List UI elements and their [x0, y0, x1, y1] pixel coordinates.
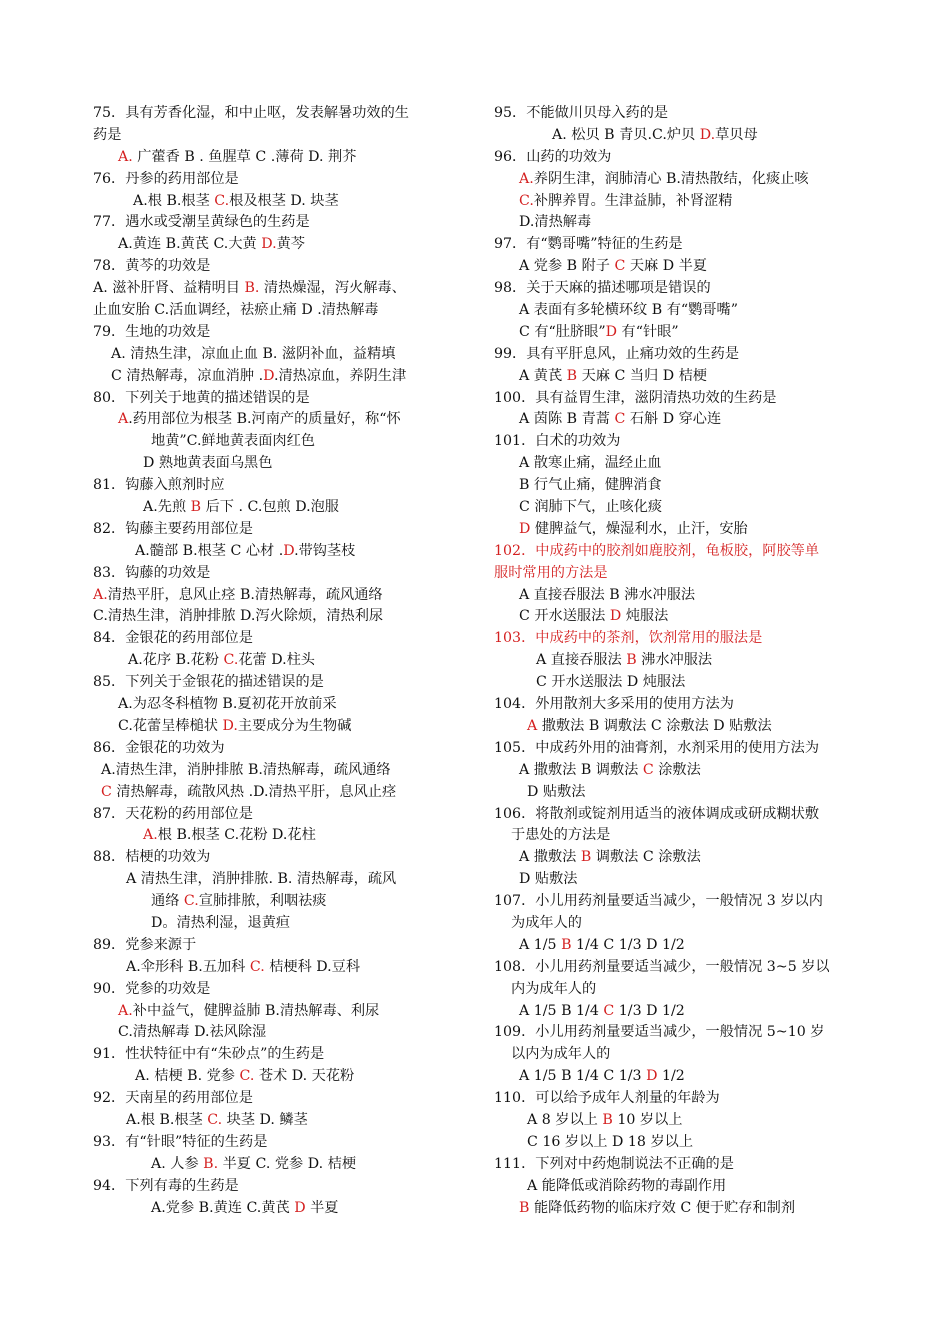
line-text: 服时常用的方法是 [494, 564, 608, 581]
question-line [93, 1088, 465, 1110]
line-text: 主要成分为生物碱 [237, 717, 352, 734]
question-line [93, 541, 465, 563]
line-text: 养阴生津，润肺清心 B.清热散结，化痰止咳 [533, 170, 809, 187]
answer-mark: C. [223, 652, 239, 669]
answer-mark: A. [118, 148, 133, 165]
question-line [494, 541, 866, 563]
question-line [93, 409, 465, 431]
question-line [494, 628, 866, 650]
line-text: 黄芩 [276, 236, 305, 253]
line-text: D 贴敷法 [527, 783, 586, 800]
line-text: 通络 [151, 893, 184, 910]
line-text: A 党参 B 附子 [519, 258, 615, 275]
question-line [494, 191, 866, 213]
answer-mark: C. [249, 958, 265, 975]
line-text: A.根 B.根茎 [133, 192, 215, 209]
answer-mark: B [602, 1111, 613, 1128]
question-line [93, 1110, 465, 1132]
line-text: 87．天花粉的药用部位是 [93, 805, 253, 822]
question-line [93, 825, 465, 847]
line-text: A. 人参 [151, 1155, 204, 1172]
line-text: A 1/5 B 1/4 [519, 1002, 604, 1019]
question-line [494, 453, 866, 475]
line-text: 96．山药的功效为 [494, 148, 612, 165]
question-line [93, 979, 465, 1001]
line-text: 89．党参来源于 [93, 936, 197, 953]
question-line [494, 804, 866, 826]
line-text: 77．遇水或受潮呈黄绿色的生药是 [93, 214, 310, 231]
question-line [494, 125, 866, 147]
answer-mark: B [561, 936, 572, 953]
answer-mark: D. [699, 126, 716, 143]
question-line [93, 256, 465, 278]
line-text: 广藿香 B . 鱼腥草 C .薄荷 D. 荆芥 [132, 148, 357, 165]
line-text: 101．白术的功效为 [494, 433, 621, 450]
question-line [93, 563, 465, 585]
line-text: A 黄芪 [519, 367, 567, 384]
line-text: 后下 . C.包煎 D.泡服 [201, 499, 339, 516]
question-line [494, 212, 866, 234]
answer-mark: A [118, 411, 129, 428]
answer-mark: B. [244, 280, 260, 297]
line-text: 80．下列关于地黄的描述错误的是 [93, 389, 310, 406]
question-line [93, 191, 465, 213]
question-line [494, 519, 866, 541]
line-text: 止血安胎 C.活血调经，祛瘀止痛 D .清热解毒 [93, 302, 379, 319]
line-text: 以内为成年人的 [511, 1046, 611, 1063]
line-text: 根 B.根茎 C.花粉 D.花柱 [157, 827, 316, 844]
answer-mark: D [294, 1199, 306, 1216]
question-line [93, 585, 465, 607]
line-text: 根及根茎 D. 块茎 [229, 192, 339, 209]
question-line [93, 1132, 465, 1154]
question-line [494, 716, 866, 738]
line-text: 90．党参的功效是 [93, 980, 211, 997]
line-text: A 茵陈 B 青蒿 [519, 411, 615, 428]
question-line [494, 322, 866, 344]
question-line [93, 782, 465, 804]
answer-mark: C [101, 783, 112, 800]
question-line [494, 694, 866, 716]
line-text: A.先煎 [143, 499, 191, 516]
line-text: 1/3 D 1/2 [614, 1002, 685, 1019]
question-line [93, 300, 465, 322]
line-text: 103．中成药中的茶剂，饮剂常用的服法是 [494, 630, 763, 647]
question-line [93, 716, 465, 738]
answer-mark: D [646, 1068, 658, 1085]
answer-mark: D [283, 542, 295, 559]
question-line [93, 344, 465, 366]
question-line [93, 804, 465, 826]
line-text: .药用部位为根茎 B.河南产的质量好，称“怀 [128, 411, 401, 428]
line-text: 桔梗科 D.豆科 [264, 958, 361, 975]
line-text: A 清热生津，消肿排脓. B. 清热解毒，疏风 [126, 871, 397, 888]
line-text: 110．可以给予成年人剂量的年龄为 [494, 1090, 720, 1107]
answer-mark: C. [519, 192, 534, 209]
line-text: 调敷法 C 涂敷法 [591, 849, 701, 866]
line-text: 撒敷法 B 调敷法 C 涂敷法 D 贴敷法 [537, 717, 772, 734]
line-text: A 撒敷法 B 调敷法 [519, 761, 643, 778]
line-text: 块茎 D. 鳞茎 [222, 1111, 308, 1128]
question-line [494, 672, 866, 694]
answer-mark: C [603, 1002, 615, 1019]
question-line [494, 913, 866, 935]
line-text: 炖服法 [621, 608, 669, 625]
line-text: A. 松贝 B 青贝.C.炉贝 [552, 126, 700, 143]
answer-mark: C. [214, 192, 230, 209]
line-text: 宣肺排脓，利咽祛痰 [198, 893, 327, 910]
question-line [93, 519, 465, 541]
line-text: 104．外用散剂大多采用的使用方法为 [494, 696, 734, 713]
question-line [494, 169, 866, 191]
line-text: 清热解毒，疏散风热 .D.清热平肝，息风止痉 [111, 783, 397, 800]
line-text: 药是 [93, 126, 122, 143]
line-text: A. 桔梗 B. 党参 [135, 1068, 240, 1085]
line-text: C.清热解毒 D.祛风除湿 [118, 1024, 267, 1041]
line-text: 石斛 D 穿心连 [625, 411, 722, 428]
line-text: 能降低药物的临床疗效 C 便于贮存和制剂 [529, 1199, 796, 1216]
line-text: 涂敷法 [653, 761, 701, 778]
question-line [93, 103, 465, 125]
left-column [93, 103, 465, 1219]
line-text: C 16 岁以上 D 18 岁以上 [527, 1133, 694, 1150]
line-text: 111．下列对中药炮制说法不正确的是 [494, 1155, 734, 1172]
line-text: 93．有“针眼”特征的生药是 [93, 1133, 268, 1150]
line-text: A.清热生津，消肿排脓 B.清热解毒，疏风通络 [101, 761, 391, 778]
line-text: 75．具有芳香化湿，和中止呕，发表解暑功效的生 [93, 105, 409, 121]
line-text: 106．将散剂或锭剂用适当的液体调成或研成糊状敷 [494, 805, 820, 822]
line-text: .清热凉血，养阴生津 [273, 367, 407, 384]
answer-mark: D [263, 367, 274, 384]
question-line [93, 431, 465, 453]
line-text: A 1/5 B 1/4 C 1/3 [519, 1068, 647, 1085]
line-text: A 撒敷法 [519, 849, 581, 866]
answer-mark: B [580, 849, 592, 866]
answer-mark: C [614, 258, 626, 275]
line-text: D 贴敷法 [519, 871, 578, 888]
line-text: 109．小儿用药剂量要适当减少，一般情况 5~10 岁 [494, 1024, 825, 1041]
line-text: C 润肺下气，止咳化痰 [519, 499, 663, 516]
line-text: 94．下列有毒的生药是 [93, 1177, 239, 1194]
line-text: 1/2 [657, 1068, 685, 1085]
line-text: 半夏 [305, 1199, 339, 1216]
question-line [93, 1198, 465, 1220]
question-line [494, 1154, 866, 1176]
question-line [93, 672, 465, 694]
line-text: C 开水送服法 [519, 608, 610, 625]
line-text: D.清热解毒 [519, 214, 592, 231]
answer-mark: A. [519, 170, 534, 187]
answer-mark: D [605, 323, 617, 340]
question-line [494, 1198, 866, 1220]
line-text: 苍术 D. 天花粉 [254, 1068, 355, 1085]
answer-mark: D [519, 520, 531, 537]
answer-mark: B [626, 652, 637, 669]
line-text: 清热平肝，息风止痉 B.清热解毒，疏风通络 [107, 586, 383, 603]
question-line [494, 738, 866, 760]
line-text: C 有“肚脐眼” [519, 323, 606, 340]
line-text: A 8 岁以上 [527, 1111, 603, 1128]
question-line [93, 388, 465, 410]
line-text: A. 滋补肝肾、益精明目 [93, 280, 245, 297]
question-line [93, 1176, 465, 1198]
answer-mark: B. [203, 1155, 219, 1172]
line-text: 草贝母 [715, 126, 758, 143]
question-line [93, 212, 465, 234]
question-line [93, 935, 465, 957]
question-line [494, 344, 866, 366]
question-line [93, 1154, 465, 1176]
question-line [494, 103, 866, 125]
line-text: A.髓部 B.根茎 C 心材 . [135, 542, 284, 559]
question-line [494, 957, 866, 979]
question-line [494, 782, 866, 804]
question-line [494, 891, 866, 913]
line-text: A 表面有多轮横环纹 B 有“鹦哥嘴” [519, 302, 738, 319]
question-line [494, 300, 866, 322]
answer-mark: D [609, 608, 622, 625]
answer-mark: C. [183, 893, 199, 910]
line-text: 地黄”C.鲜地黄表面肉红色 [151, 433, 315, 450]
line-text: A.伞形科 B.五加科 [126, 958, 250, 975]
question-line [93, 234, 465, 256]
line-text: 补中益气，健脾益肺 B.清热解毒、利尿 [132, 1002, 380, 1019]
answer-mark: A [527, 717, 538, 734]
question-line [93, 1044, 465, 1066]
question-line [494, 606, 866, 628]
answer-mark: A. [93, 586, 108, 603]
line-text: 天麻 D 半夏 [625, 258, 707, 275]
question-line [93, 1001, 465, 1023]
question-line [93, 694, 465, 716]
question-line [494, 475, 866, 497]
line-text: 79．生地的功效是 [93, 323, 211, 340]
question-line [494, 935, 866, 957]
question-line [93, 913, 465, 935]
answer-mark: A. [143, 827, 158, 844]
line-text: A.黄连 B.黄芪 C.大黄 [118, 236, 262, 253]
line-text: 99．具有平肝息风，止痛功效的生药是 [494, 345, 740, 362]
line-text: 沸水冲服法 [636, 652, 713, 669]
line-text: 78．黄芩的功效是 [93, 258, 211, 275]
question-line [93, 606, 465, 628]
line-text: 有“针眼” [617, 323, 679, 340]
question-line [494, 1001, 866, 1023]
line-text: A.根 B.根茎 [126, 1111, 208, 1128]
answer-mark: B [190, 499, 202, 516]
line-text: D 熟地黄表面乌黑色 [143, 455, 273, 472]
line-text: D。清热利湿，退黄疸 [151, 914, 291, 931]
question-line [93, 957, 465, 979]
question-line [494, 760, 866, 782]
answer-mark: D. [261, 236, 277, 253]
line-text: 82．钩藤主要药用部位是 [93, 520, 253, 537]
question-line [93, 169, 465, 191]
question-line [494, 979, 866, 1001]
line-text: A.花序 B.花粉 [128, 652, 224, 669]
question-line [494, 256, 866, 278]
question-line [494, 1066, 866, 1088]
line-text: 花蕾 D.柱头 [238, 652, 315, 669]
question-line [93, 1022, 465, 1044]
line-text: 86．金银花的功效为 [93, 739, 225, 756]
line-text: 92．天南星的药用部位是 [93, 1090, 253, 1107]
line-text: 91．性状特征中有“朱砂点”的生药是 [93, 1046, 325, 1063]
question-line [93, 278, 465, 300]
question-line [494, 585, 866, 607]
question-line [494, 1088, 866, 1110]
question-line [93, 738, 465, 760]
answer-mark: A. [118, 1002, 133, 1019]
line-text: 76．丹参的药用部位是 [93, 170, 239, 187]
line-text: 85．下列关于金银花的描述错误的是 [93, 674, 324, 691]
question-line [494, 1044, 866, 1066]
question-line [93, 1066, 465, 1088]
line-text: .带钩茎枝 [294, 542, 356, 559]
line-text: 为成年人的 [511, 914, 582, 931]
question-line [93, 366, 465, 388]
line-text: 83．钩藤的功效是 [93, 564, 211, 581]
line-text: A 能降低或消除药物的毒副作用 [527, 1177, 727, 1194]
answer-mark: C [614, 411, 626, 428]
line-text: A.党参 B.黄连 C.黄芪 [151, 1199, 295, 1216]
question-line [494, 563, 866, 585]
line-text: 100．具有益胃生津，滋阴清热功效的生药是 [494, 389, 777, 406]
answer-mark: C. [207, 1111, 223, 1128]
line-text: C 开水送服法 D 炖服法 [536, 674, 686, 691]
answer-mark: B [566, 367, 578, 384]
line-text: 81．钩藤入煎剂时应 [93, 477, 225, 494]
question-line [93, 497, 465, 519]
question-line [494, 147, 866, 169]
question-line [93, 147, 465, 169]
line-text: 内为成年人的 [511, 980, 597, 997]
question-line [494, 650, 866, 672]
answer-mark: C [642, 761, 654, 778]
question-line [93, 125, 465, 147]
line-text: 102．中成药中的胶剂如鹿胶剂，龟板胶，阿胶等单 [494, 542, 820, 559]
line-text: A 1/5 [519, 936, 562, 953]
line-text: 88．桔梗的功效为 [93, 849, 211, 866]
answer-mark: C. [239, 1068, 255, 1085]
question-line [93, 891, 465, 913]
line-text: 97．有“鹦哥嘴”特征的生药是 [494, 236, 683, 253]
question-line [494, 431, 866, 453]
question-line [494, 847, 866, 869]
line-text: 108．小儿用药剂量要适当减少，一般情况 3~5 岁以 [494, 958, 830, 975]
line-text: 于患处的方法是 [511, 827, 611, 844]
line-text: A 直接吞服法 B 沸水冲服法 [519, 586, 696, 603]
line-text: A. 清热生津，凉血止血 B. 滋阴补血，益精填 [111, 345, 396, 362]
question-line [93, 847, 465, 869]
line-text: A 散寒止痛，温经止血 [519, 455, 662, 472]
line-text: 10 岁以上 [612, 1111, 683, 1128]
line-text: 清热燥湿，泻火解毒、 [259, 280, 406, 297]
line-text: C.清热生津，消肿排脓 D.泻火除烦，清热利尿 [93, 608, 384, 625]
question-line [494, 497, 866, 519]
line-text: 95．不能做川贝母入药的是 [494, 105, 669, 121]
line-text: 1/4 C 1/3 D 1/2 [571, 936, 685, 953]
line-text: 105．中成药外用的油膏剂，水剂采用的使用方法为 [494, 739, 820, 756]
question-line [494, 388, 866, 410]
question-line [494, 869, 866, 891]
line-text: 84．金银花的药用部位是 [93, 630, 253, 647]
line-text: 98．关于天麻的描述哪项是错误的 [494, 280, 711, 297]
line-text: C 清热解毒，凉血消肿 . [111, 367, 264, 384]
answer-mark: D. [222, 717, 238, 734]
question-line [494, 1132, 866, 1154]
question-line [494, 234, 866, 256]
line-text: B 行气止痛，健脾消食 [519, 477, 662, 494]
question-line [494, 278, 866, 300]
line-text: 107．小儿用药剂量要适当减少，一般情况 3 岁以内 [494, 893, 823, 910]
line-text: 半夏 C. 党参 D. 桔梗 [218, 1155, 357, 1172]
question-line [494, 1110, 866, 1132]
line-text: C.花蕾呈棒槌状 [118, 717, 223, 734]
line-text: A.为忍冬科植物 B.夏初花开放前采 [118, 696, 337, 713]
question-line [494, 409, 866, 431]
line-text: 补脾养胃。生津益肺，补肾涩精 [533, 192, 733, 209]
question-line [93, 869, 465, 891]
question-line [93, 760, 465, 782]
question-line [93, 628, 465, 650]
question-line [494, 1176, 866, 1198]
question-line [494, 366, 866, 388]
question-line [93, 650, 465, 672]
line-text: 天麻 C 当归 D 桔梗 [577, 367, 707, 384]
question-line [93, 453, 465, 475]
line-text: A 直接吞服法 [536, 652, 627, 669]
question-line [93, 475, 465, 497]
answer-mark: B [519, 1199, 530, 1216]
question-line [93, 322, 465, 344]
right-column [494, 103, 866, 1219]
line-text: 健脾益气，燥湿利水，止汗，安胎 [530, 520, 748, 537]
question-line [494, 1022, 866, 1044]
question-line [494, 825, 866, 847]
